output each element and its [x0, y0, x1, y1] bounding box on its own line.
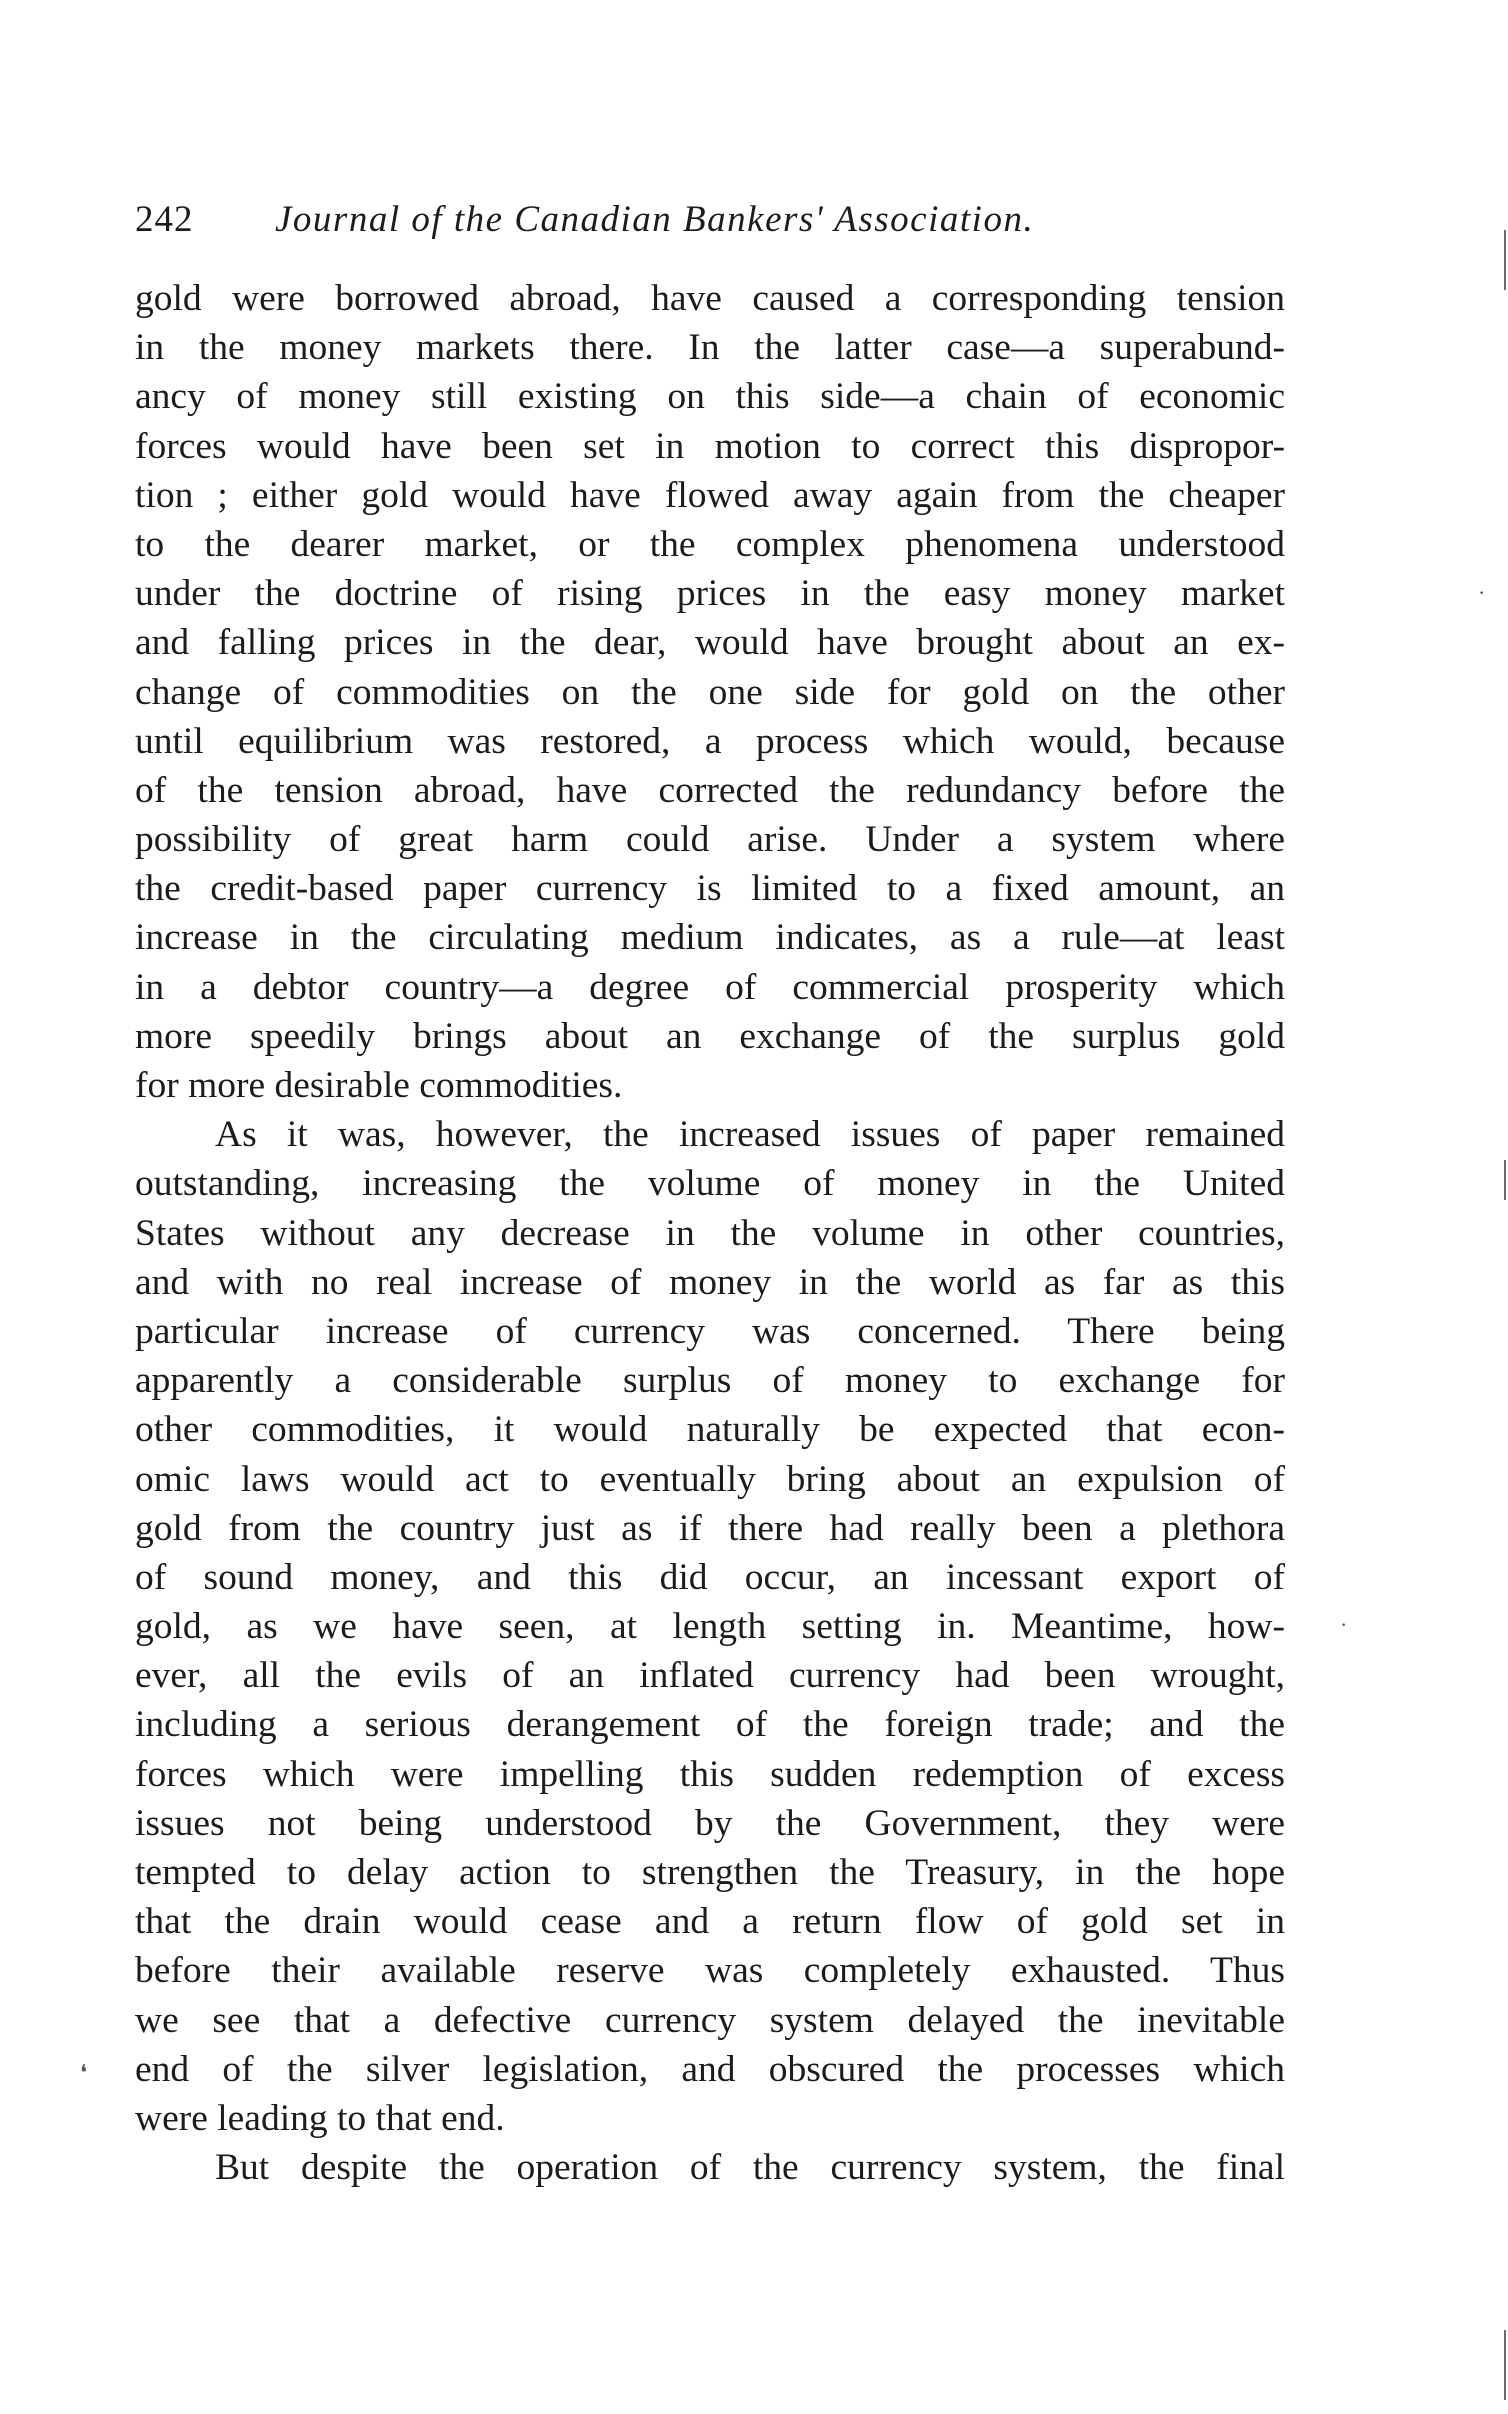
page-number: 242: [135, 199, 194, 240]
scan-edge-mark: [1504, 2330, 1506, 2400]
text-line: gold, as we have seen, at length setting in. Meantime, how-: [135, 1606, 1285, 1648]
margin-dot: ·: [1478, 580, 1486, 605]
text-line: States without any decrease in the volume in other countries,: [135, 1212, 1285, 1254]
text-line: under the doctrine of rising prices in the easy money market: [135, 573, 1285, 615]
text-line: change of commodities on the one side for gold on the other: [135, 671, 1285, 713]
text-line: ancy of money still existing on this side—a chain of economic: [135, 376, 1285, 418]
text-line: to the dearer market, or the complex phenomena understood: [135, 523, 1285, 565]
paragraph-1: [135, 274, 1285, 1110]
text-line: ever, all the evils of an inflated currency had been wrought,: [135, 1655, 1285, 1697]
body-text: [135, 274, 1285, 2192]
text-line: omic laws would act to eventually bring about an expulsion of: [135, 1458, 1285, 1500]
text-line: including a serious derangement of the foreign trade; and the: [135, 1704, 1285, 1746]
text-line: possibility of great harm could arise. Under a system where: [135, 819, 1285, 861]
text-line: the credit-based paper currency is limited to a fixed amount, an: [135, 868, 1285, 910]
text-line: in the money markets there. In the latter case—a superabund-: [135, 327, 1285, 369]
text-line: end of the silver legislation, and obscured the processes which: [135, 2048, 1285, 2090]
text-line: tion ; either gold would have flowed away again from the cheaper: [135, 474, 1285, 516]
text-line: and with no real increase of money in the world as far as this: [135, 1261, 1285, 1303]
running-head: [135, 190, 1285, 250]
journal-title: Journal of the Canadian Bankers' Association.: [275, 199, 1035, 240]
margin-dot: ❛: [80, 2060, 88, 2085]
text-line: increase in the circulating medium indicates, as a rule—at least: [135, 917, 1285, 959]
text-line: apparently a considerable surplus of money to exchange for: [135, 1360, 1285, 1402]
text-line: for more desirable commodities.: [135, 1065, 623, 1106]
text-line: forces which were impelling this sudden redemption of excess: [135, 1753, 1285, 1795]
text-line: But despite the operation of the currency system, the final: [215, 2147, 1285, 2189]
text-line: in a debtor country—a degree of commercial prosperity which: [135, 966, 1285, 1008]
text-line: outstanding, increasing the volume of money in the United: [135, 1163, 1285, 1205]
text-line: gold from the country just as if there had really been a plethora: [135, 1507, 1285, 1549]
text-line: of the tension abroad, have corrected the redundancy before the: [135, 769, 1285, 811]
text-line: other commodities, it would naturally be expected that econ-: [135, 1409, 1285, 1451]
text-line: particular increase of currency was concerned. There being: [135, 1310, 1285, 1352]
text-line: we see that a defective currency system delayed the inevitable: [135, 1999, 1285, 2041]
text-line: and falling prices in the dear, would have brought about an ex-: [135, 622, 1285, 664]
scan-edge-mark: [1504, 230, 1506, 290]
text-line: forces would have been set in motion to correct this dispropor-: [135, 425, 1285, 467]
text-line: issues not being understood by the Government, they were: [135, 1802, 1285, 1844]
scan-edge-mark: [1504, 1160, 1506, 1200]
paragraph-3: [135, 2143, 1285, 2192]
text-line: were leading to that end.: [135, 2097, 505, 2139]
text-line: that the drain would cease and a return flow of gold set in: [135, 1901, 1285, 1943]
paragraph-2: [135, 1110, 1285, 2143]
text-line: As it was, however, the increased issues of paper remained: [215, 1114, 1285, 1156]
margin-dot: ·: [1340, 1612, 1348, 1637]
text-line: of sound money, and this did occur, an incessant export of: [135, 1556, 1285, 1598]
text-line: until equilibrium was restored, a process which would, because: [135, 720, 1285, 762]
text-line: before their available reserve was completely exhausted. Thus: [135, 1950, 1285, 1992]
text-line: gold were borrowed abroad, have caused a corresponding tension: [135, 278, 1285, 319]
text-line: tempted to delay action to strengthen the Treasury, in the hope: [135, 1852, 1285, 1893]
text-line: more speedily brings about an exchange of the surplus gold: [135, 1015, 1285, 1057]
